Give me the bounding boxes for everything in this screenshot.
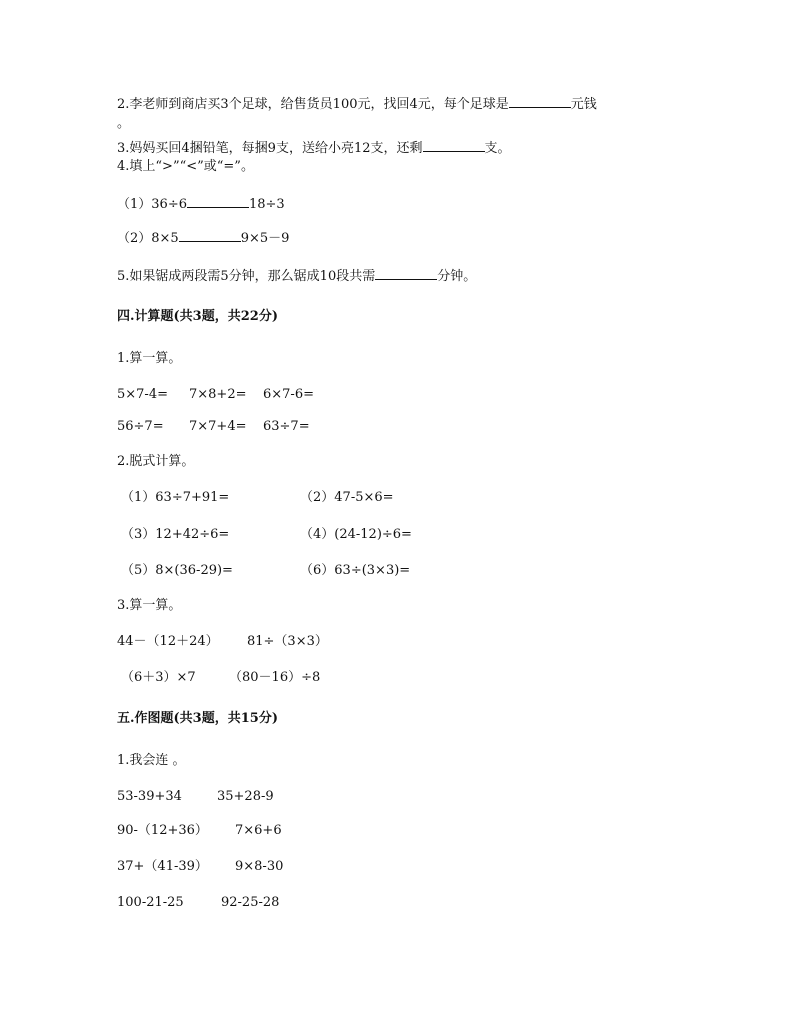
question-2-continuation: 。: [117, 116, 131, 131]
answer-blank[interactable]: [509, 95, 571, 108]
match-item-right[interactable]: 35+28-9: [217, 789, 274, 804]
calc-item: 56÷7=: [117, 419, 164, 434]
question-4-item-1: [117, 195, 285, 213]
question-2-unit: 元钱: [570, 97, 597, 112]
section-5-title: 五.作图题(共3题，共15分): [117, 711, 278, 726]
match-item-left[interactable]: 37+（41-39）: [117, 859, 208, 874]
item-left: （2）8×5: [117, 231, 179, 246]
question-5-unit: 分钟。: [437, 269, 477, 284]
question-5: [117, 267, 476, 285]
calc-item: （5）8×(36-29)=: [121, 563, 233, 578]
s4-q2-title: 2.脱式计算。: [117, 454, 195, 469]
question-2: [117, 95, 597, 113]
match-item-left[interactable]: 90-（12+36）: [117, 823, 208, 838]
calc-item: （3）12+42÷6=: [121, 527, 230, 542]
calc-item: 6×7-6=: [263, 387, 314, 402]
calc-item: （6）63÷(3×3)=: [300, 563, 411, 578]
calc-item: （1）63÷7+91=: [121, 490, 230, 505]
calc-item: （6＋3）×7: [121, 670, 196, 685]
s5-q1-title: 1.我会连 。: [117, 753, 186, 768]
match-item-right[interactable]: 9×8-30: [235, 859, 284, 874]
s4-q1-title: 1.算一算。: [117, 351, 182, 366]
answer-blank[interactable]: [187, 195, 249, 208]
calc-item: 81÷（3×3）: [247, 634, 328, 649]
item-right: 9×5－9: [240, 231, 290, 246]
calc-item: 44－（12＋24）: [117, 634, 219, 649]
item-right: 18÷3: [248, 197, 285, 212]
question-3-unit: 支。: [484, 141, 511, 156]
question-3: [117, 139, 511, 157]
calc-item: （4）(24-12)÷6=: [300, 527, 412, 542]
answer-blank[interactable]: [375, 267, 437, 280]
calc-item: 7×7+4=: [189, 419, 247, 434]
question-4-item-2: [117, 229, 289, 247]
question-5-text: 5.如果锯成两段需5分钟，那么锯成10段共需: [117, 269, 376, 284]
section-4-title: 四.计算题(共3题，共22分): [117, 309, 278, 324]
s4-q3-title: 3.算一算。: [117, 598, 182, 613]
question-3-text: 3.妈妈买回4捆铅笔，每捆9支，送给小亮12支，还剩: [117, 141, 423, 156]
question-4-title: 4.填上“>”“<”或“=”。: [117, 159, 254, 174]
answer-blank[interactable]: [423, 139, 485, 152]
match-item-left[interactable]: 100-21-25: [117, 895, 184, 910]
calc-item: 7×8+2=: [189, 387, 247, 402]
question-2-text: 2.李老师到商店买3个足球，给售货员100元，找回4元，每个足球是: [117, 97, 509, 112]
calc-item: （80－16）÷8: [229, 670, 321, 685]
match-item-left[interactable]: 53-39+34: [117, 789, 182, 804]
calc-item: 63÷7=: [263, 419, 310, 434]
match-item-right[interactable]: 7×6+6: [235, 823, 282, 838]
match-item-right[interactable]: 92-25-28: [221, 895, 280, 910]
answer-blank[interactable]: [179, 229, 241, 242]
calc-item: （2）47-5×6=: [300, 490, 394, 505]
calc-item: 5×7-4=: [117, 387, 168, 402]
item-left: （1）36÷6: [117, 197, 187, 212]
